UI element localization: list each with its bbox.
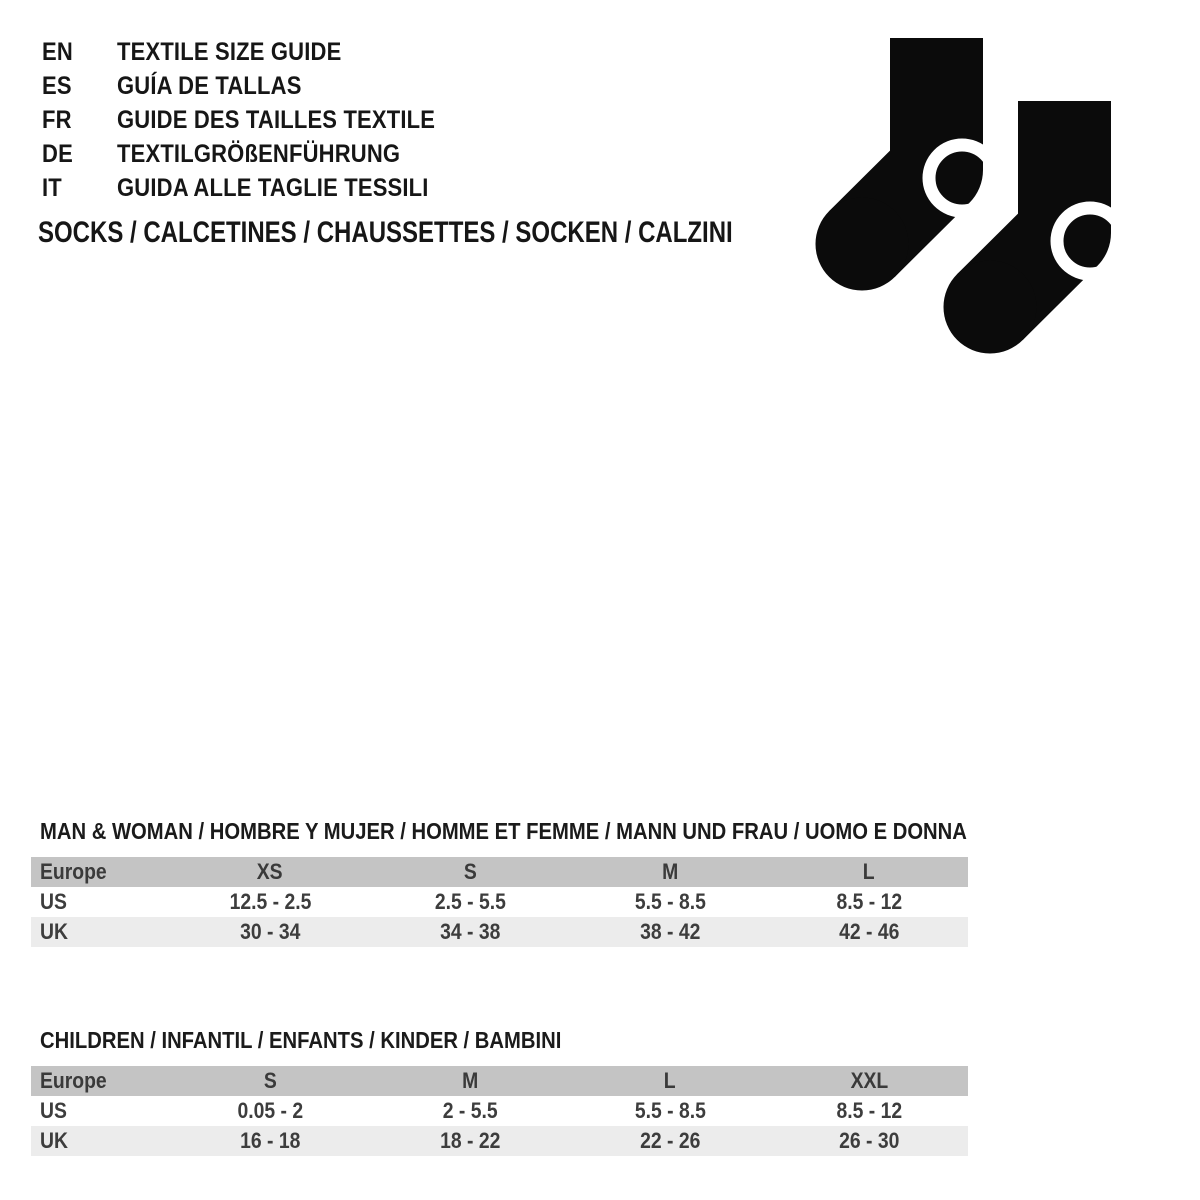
language-title: TEXTILE SIZE GUIDE xyxy=(117,38,342,66)
size-value: 0.05 - 2 xyxy=(237,1098,303,1123)
header-cell-size: S xyxy=(263,1068,277,1093)
size-value: 34 - 38 xyxy=(439,919,501,944)
language-title: GUIDE DES TAILLES TEXTILE xyxy=(117,106,436,134)
size-value: 26 - 30 xyxy=(838,1128,900,1153)
table-row-uk xyxy=(31,917,968,947)
language-code: FR xyxy=(42,106,72,134)
header-cell-size: M xyxy=(661,859,679,884)
language-row-de xyxy=(42,137,479,171)
category-line: SOCKS / CALCETINES / CHAUSSETTES / SOCKEN / CALZINI xyxy=(38,216,733,249)
row-label: UK xyxy=(40,1128,68,1153)
row-label: US xyxy=(40,1098,67,1123)
language-title: GUIDA ALLE TAGLIE TESSILI xyxy=(117,174,429,202)
language-code: ES xyxy=(42,72,72,100)
language-title: GUÍA DE TALLAS xyxy=(117,72,302,100)
man-woman-table-title: MAN & WOMAN / HOMBRE Y MUJER / HOMME ET FEMME / MANN UND FRAU / UOMO E DONNA xyxy=(40,818,967,844)
language-code: DE xyxy=(42,140,73,168)
size-value: 38 - 42 xyxy=(639,919,701,944)
language-row-it xyxy=(42,171,479,205)
size-value: 18 - 22 xyxy=(439,1128,501,1153)
header-cell-size: L xyxy=(863,859,875,884)
size-value: 8.5 - 12 xyxy=(836,1098,902,1123)
size-value: 8.5 - 12 xyxy=(836,889,902,914)
size-value: 2 - 5.5 xyxy=(442,1098,498,1123)
size-value: 12.5 - 2.5 xyxy=(229,889,311,914)
size-value: 30 - 34 xyxy=(239,919,301,944)
language-title: TEXTILGRÖßENFÜHRUNG xyxy=(117,140,401,168)
header-cell-region: Europe xyxy=(40,859,107,884)
table-row-us xyxy=(31,1096,968,1126)
row-label: UK xyxy=(40,919,68,944)
language-list xyxy=(42,35,479,205)
language-row-en xyxy=(42,35,479,69)
table-row-uk xyxy=(31,1126,968,1156)
header-cell-size: L xyxy=(664,1068,676,1093)
man-woman-size-table xyxy=(31,857,968,947)
row-label: US xyxy=(40,889,67,914)
language-code: IT xyxy=(42,174,62,202)
language-row-fr xyxy=(42,103,479,137)
language-code: EN xyxy=(42,38,73,66)
header-cell-size: S xyxy=(463,859,477,884)
header-cell-region: Europe xyxy=(40,1068,107,1093)
size-value: 16 - 18 xyxy=(239,1128,301,1153)
size-value: 5.5 - 8.5 xyxy=(634,1098,706,1123)
socks-icon xyxy=(780,20,1140,365)
children-table-title: CHILDREN / INFANTIL / ENFANTS / KINDER / BAMBINI xyxy=(40,1027,562,1053)
sock-shape xyxy=(816,38,996,291)
header-cell-size: XS xyxy=(257,859,283,884)
size-value: 22 - 26 xyxy=(639,1128,701,1153)
header-cell-size: XXL xyxy=(850,1068,888,1093)
table-header-row xyxy=(31,1066,968,1096)
size-value: 42 - 46 xyxy=(838,919,900,944)
language-row-es xyxy=(42,69,479,103)
size-value: 2.5 - 5.5 xyxy=(434,889,506,914)
table-header-row xyxy=(31,857,968,887)
children-size-table xyxy=(31,1066,968,1156)
size-value: 5.5 - 8.5 xyxy=(634,889,706,914)
table-row-us xyxy=(31,887,968,917)
header-cell-size: M xyxy=(461,1068,479,1093)
